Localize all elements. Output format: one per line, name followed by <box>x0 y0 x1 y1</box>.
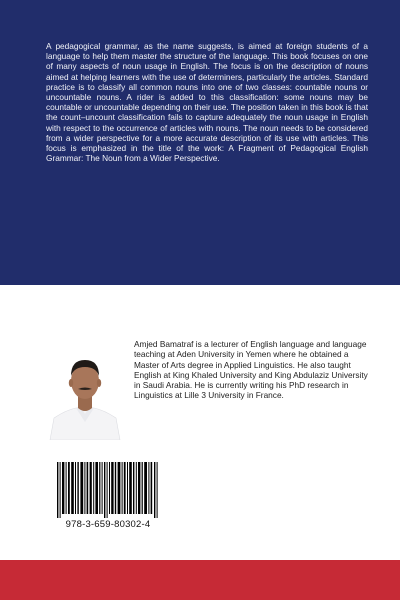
book-description: A pedagogical grammar, as the name suggests, is aimed at foreign students of a language to help them master the structure of the language. This book focuses on one of many aspects of noun usage in English. The focus is on the description of nouns aimed at helping learners with the use of determiners, particularly the articles. Standard practice is to classify all common nouns into one of two classes: countable nouns or uncountable nouns. A rider is added to this classification: some nouns may be countable or uncountable depending on their use. The position taken in this book is that the count–uncount classification fails to capture adequately the noun usage in English with respect to the occurrence of articles with nouns. The noun needs to be considered from a wider perspective for a more accurate description of its use with articles. This focus is emphasized in the title of the work: A Fragment of Pedagogical English Grammar: The Noun from a Wider Perspective. <box>46 41 368 164</box>
barcode-image <box>53 462 163 518</box>
author-photo <box>46 348 124 440</box>
cover-bottom-band <box>0 560 400 600</box>
isbn-number: 978-3-659-80302-4 <box>65 519 151 530</box>
author-bio: Amjed Bamatraf is a lecturer of English language and language teaching at Aden University in Yemen where he obtained a Master of Arts degree in Applied Linguistics. He also taught English at King Khaled University and King Abdulaziz University in Saudi Arabia. He is currently writing his PhD research in Linguistics at Lille 3 University in France. <box>134 339 368 401</box>
barcode-block <box>53 462 163 532</box>
